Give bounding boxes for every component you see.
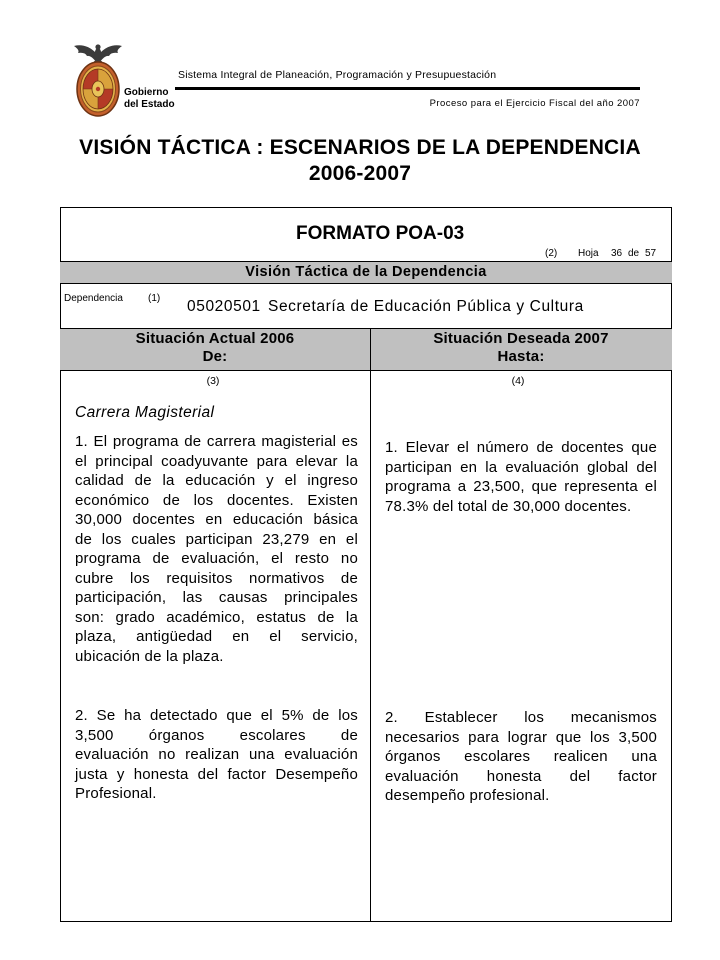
desired-paragraph-2 (385, 708, 657, 806)
page-title (0, 135, 720, 187)
paragraph-line: 1. Elevar el número de docentes que (385, 439, 657, 456)
topic-title: Carrera Magisterial (75, 404, 215, 421)
column-divider (370, 328, 371, 922)
government-label-line1: Gobierno (124, 87, 169, 98)
system-name: Sistema Integral de Planeación, Programación y Presupuestación (178, 69, 497, 81)
paragraph-line: 78.3% del total de 30,000 docentes. (385, 497, 632, 515)
sheet-of-label: de (628, 248, 640, 259)
desired-paragraph-1 (385, 438, 657, 516)
sheet-total: 57 (645, 248, 657, 259)
paragraph-line: desempeño profesional. (385, 787, 550, 804)
sheet-label: Hoja (578, 248, 599, 259)
current-paragraph-2 (75, 706, 358, 804)
desired-situation-subheading: Hasta: (497, 348, 545, 365)
sheet-number: 36 (611, 248, 623, 259)
paragraph-line: 2. Establecer los mecanismos (385, 709, 657, 726)
paragraph-line: 1. El programa de carrera magisterial es (75, 433, 358, 450)
paragraph-line: cubre los requisitos normativos de (75, 569, 358, 587)
dependency-ref-marker: (1) (148, 293, 161, 304)
process-name: Proceso para el Ejercicio Fiscal del año 2007 (429, 98, 640, 109)
government-label (124, 87, 175, 111)
section-band (60, 261, 672, 284)
government-label-line2: del Estado (124, 99, 175, 110)
current-situation-header (60, 330, 370, 366)
paragraph-line: calidad de la educación y el ingreso (75, 472, 358, 489)
paragraph-line: el principal coadyuvante para elevar la (75, 452, 358, 470)
paragraph-line: 30,000 docentes en educación básica (75, 511, 358, 528)
paragraph-line: son: grado académico, estatus de la (75, 608, 358, 626)
paragraph-line: órganos escolares realicen una (385, 748, 657, 765)
paragraph-line: programa a 23,500, que representa el (385, 478, 657, 495)
state-coat-of-arms-icon (73, 42, 123, 118)
paragraph-line: plaza, antigüedad en el servicio, (75, 628, 358, 645)
paragraph-line: necesarios para lograr que los 3,500 (385, 728, 657, 746)
page-title-period: 2006-2007 (308, 162, 412, 185)
paragraph-line: económico de los docentes. Existen (75, 491, 358, 509)
paragraph-line: participación, las causas principales (75, 589, 358, 606)
current-column-ref-marker: (3) (206, 375, 220, 387)
paragraph-line: 2. Se ha detectado que el 5% de los (75, 707, 358, 724)
dependency-code: 05020501 (187, 298, 261, 315)
header-rule (175, 87, 640, 90)
current-paragraph-1 (75, 432, 358, 666)
section-title: Visión Táctica de la Dependencia (245, 264, 487, 280)
paragraph-line: evaluación honesta del factor (385, 767, 657, 785)
current-situation-heading: Situación Actual 2006 (135, 330, 295, 347)
page-title-line1: VISIÓN TÁCTICA : ESCENARIOS DE LA DEPENDENCIA (79, 136, 641, 159)
paragraph-line: justa y honesta del factor Desempeño (75, 765, 358, 783)
paragraph-line: evaluación no realizan una evaluación (75, 746, 358, 763)
dependency-name: Secretaría de Educación Pública y Cultura (268, 298, 584, 315)
paragraph-line: ubicación de la plaza. (75, 647, 224, 665)
dependency-label: Dependencia (64, 293, 123, 304)
desired-situation-heading: Situación Deseada 2007 (433, 330, 609, 347)
desired-column-ref-marker: (4) (511, 375, 525, 387)
paragraph-line: 3,500 órganos escolares de (75, 726, 358, 744)
paragraph-line: de los cuales participan 23,279 en el (75, 530, 358, 548)
paragraph-line: Profesional. (75, 785, 157, 802)
sheet-ref-marker: (2) (545, 248, 558, 259)
desired-situation-header (370, 330, 672, 366)
form-name: FORMATO POA-03 (296, 223, 465, 244)
paragraph-line: participan en la evaluación global del (385, 458, 657, 476)
current-situation-subheading: De: (202, 348, 228, 365)
paragraph-line: programa de evaluación, el resto no (75, 550, 358, 567)
